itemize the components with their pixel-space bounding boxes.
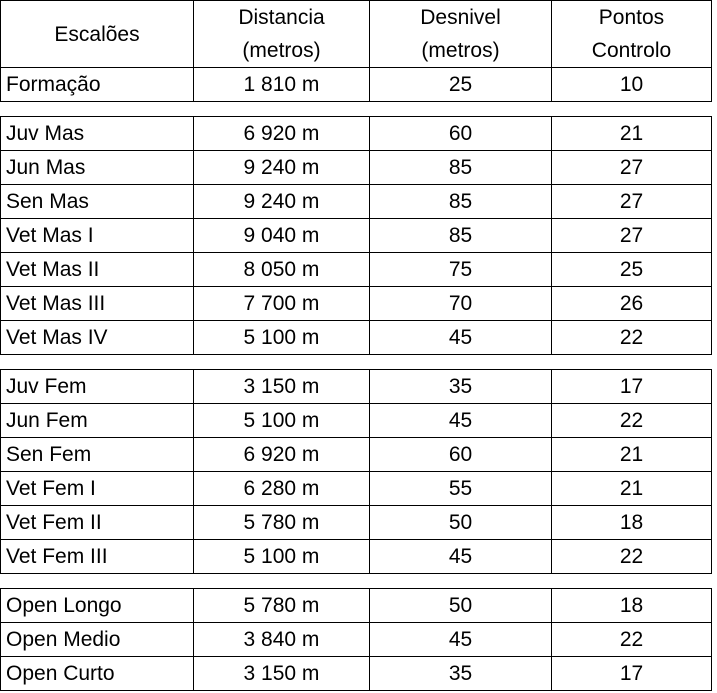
cell-pontos-controlo[interactable]: 10 <box>552 68 712 102</box>
cell-escalao[interactable]: Sen Mas <box>1 185 194 219</box>
header-pontos-line2: Controlo <box>591 39 672 62</box>
cell-distancia[interactable]: 5 100 m <box>194 540 370 574</box>
cell-pontos-controlo[interactable]: 22 <box>552 540 712 574</box>
cell-pontos-controlo[interactable]: 17 <box>552 657 712 691</box>
header-escaloes[interactable] <box>1 1 194 68</box>
cell-escalao[interactable]: Sen Fem <box>1 438 194 472</box>
header-desnivel[interactable] <box>370 1 552 68</box>
header-escaloes-label: Escalões <box>54 22 140 46</box>
cell-distancia[interactable]: 6 920 m <box>194 438 370 472</box>
cell-distancia[interactable]: 6 920 m <box>194 117 370 151</box>
cell-escalao[interactable]: Vet Mas III <box>1 287 194 321</box>
cell-escalao[interactable]: Open Longo <box>1 589 194 623</box>
cell-escalao[interactable]: Open Curto <box>1 657 194 691</box>
cell-desnivel[interactable]: 70 <box>370 287 552 321</box>
cell-pontos-controlo[interactable]: 25 <box>552 253 712 287</box>
group-spacer-row <box>1 574 712 589</box>
spacer-cell <box>1 574 712 589</box>
table-header <box>1 1 712 68</box>
cell-distancia[interactable]: 8 050 m <box>194 253 370 287</box>
table-row <box>1 185 712 219</box>
header-pontos-line1: Pontos <box>598 6 665 29</box>
table-row <box>1 657 712 691</box>
header-pontos-controlo[interactable] <box>552 1 712 68</box>
cell-desnivel[interactable]: 55 <box>370 472 552 506</box>
table-row <box>1 438 712 472</box>
table-row <box>1 506 712 540</box>
cell-desnivel[interactable]: 60 <box>370 438 552 472</box>
cell-desnivel[interactable]: 45 <box>370 321 552 355</box>
cell-escalao[interactable]: Vet Mas I <box>1 219 194 253</box>
group-spacer-row <box>1 355 712 370</box>
cell-distancia[interactable]: 1 810 m <box>194 68 370 102</box>
cell-pontos-controlo[interactable]: 22 <box>552 321 712 355</box>
cell-distancia[interactable]: 5 100 m <box>194 404 370 438</box>
cell-distancia[interactable]: 7 700 m <box>194 287 370 321</box>
cell-desnivel[interactable]: 75 <box>370 253 552 287</box>
cell-pontos-controlo[interactable]: 21 <box>552 438 712 472</box>
cell-desnivel[interactable]: 35 <box>370 370 552 404</box>
cell-distancia[interactable]: 5 100 m <box>194 321 370 355</box>
cell-pontos-controlo[interactable]: 21 <box>552 117 712 151</box>
cell-desnivel[interactable]: 45 <box>370 540 552 574</box>
cell-escalao[interactable]: Open Medio <box>1 623 194 657</box>
cell-escalao[interactable]: Vet Mas II <box>1 253 194 287</box>
cell-escalao[interactable]: Vet Fem II <box>1 506 194 540</box>
table-row <box>1 623 712 657</box>
header-desnivel-line2: (metros) <box>421 39 500 62</box>
table-row <box>1 151 712 185</box>
table-row <box>1 253 712 287</box>
cell-pontos-controlo[interactable]: 22 <box>552 404 712 438</box>
cell-escalao[interactable]: Formação <box>1 68 194 102</box>
header-distancia[interactable] <box>194 1 370 68</box>
table-row <box>1 472 712 506</box>
cell-escalao[interactable]: Vet Fem III <box>1 540 194 574</box>
cell-pontos-controlo[interactable]: 26 <box>552 287 712 321</box>
table-row <box>1 404 712 438</box>
cell-desnivel[interactable]: 85 <box>370 151 552 185</box>
cell-distancia[interactable]: 5 780 m <box>194 506 370 540</box>
cell-desnivel[interactable]: 85 <box>370 185 552 219</box>
table-body <box>1 68 712 691</box>
cell-escalao[interactable]: Jun Fem <box>1 404 194 438</box>
table-row <box>1 68 712 102</box>
cell-desnivel[interactable]: 50 <box>370 506 552 540</box>
cell-distancia[interactable]: 5 780 m <box>194 589 370 623</box>
cell-escalao[interactable]: Juv Mas <box>1 117 194 151</box>
cell-escalao[interactable]: Juv Fem <box>1 370 194 404</box>
cell-desnivel[interactable]: 60 <box>370 117 552 151</box>
header-distancia-line1: Distancia <box>238 6 325 29</box>
cell-desnivel[interactable]: 45 <box>370 404 552 438</box>
cell-escalao[interactable]: Vet Mas IV <box>1 321 194 355</box>
cell-desnivel[interactable]: 85 <box>370 219 552 253</box>
cell-distancia[interactable]: 3 150 m <box>194 657 370 691</box>
cell-distancia[interactable]: 9 240 m <box>194 151 370 185</box>
cell-escalao[interactable]: Vet Fem I <box>1 472 194 506</box>
cell-distancia[interactable]: 9 040 m <box>194 219 370 253</box>
group-spacer-row <box>1 102 712 117</box>
table-row <box>1 117 712 151</box>
cell-pontos-controlo[interactable]: 27 <box>552 219 712 253</box>
cell-pontos-controlo[interactable]: 27 <box>552 185 712 219</box>
spacer-cell <box>1 355 712 370</box>
cell-pontos-controlo[interactable]: 18 <box>552 506 712 540</box>
cell-pontos-controlo[interactable]: 17 <box>552 370 712 404</box>
cell-distancia[interactable]: 3 840 m <box>194 623 370 657</box>
table-row <box>1 370 712 404</box>
cell-distancia[interactable]: 6 280 m <box>194 472 370 506</box>
cell-distancia[interactable]: 9 240 m <box>194 185 370 219</box>
header-row <box>1 1 712 68</box>
cell-pontos-controlo[interactable]: 27 <box>552 151 712 185</box>
cell-pontos-controlo[interactable]: 21 <box>552 472 712 506</box>
cell-distancia[interactable]: 3 150 m <box>194 370 370 404</box>
header-desnivel-line1: Desnivel <box>420 6 501 29</box>
spacer-cell <box>1 102 712 117</box>
cell-desnivel[interactable]: 25 <box>370 68 552 102</box>
table-row <box>1 540 712 574</box>
cell-desnivel[interactable]: 35 <box>370 657 552 691</box>
cell-pontos-controlo[interactable]: 18 <box>552 589 712 623</box>
cell-escalao[interactable]: Jun Mas <box>1 151 194 185</box>
cell-pontos-controlo[interactable]: 22 <box>552 623 712 657</box>
cell-desnivel[interactable]: 50 <box>370 589 552 623</box>
table-row <box>1 321 712 355</box>
table-row <box>1 287 712 321</box>
cell-desnivel[interactable]: 45 <box>370 623 552 657</box>
header-distancia-line2: (metros) <box>242 39 321 62</box>
table-row <box>1 219 712 253</box>
table-row <box>1 589 712 623</box>
